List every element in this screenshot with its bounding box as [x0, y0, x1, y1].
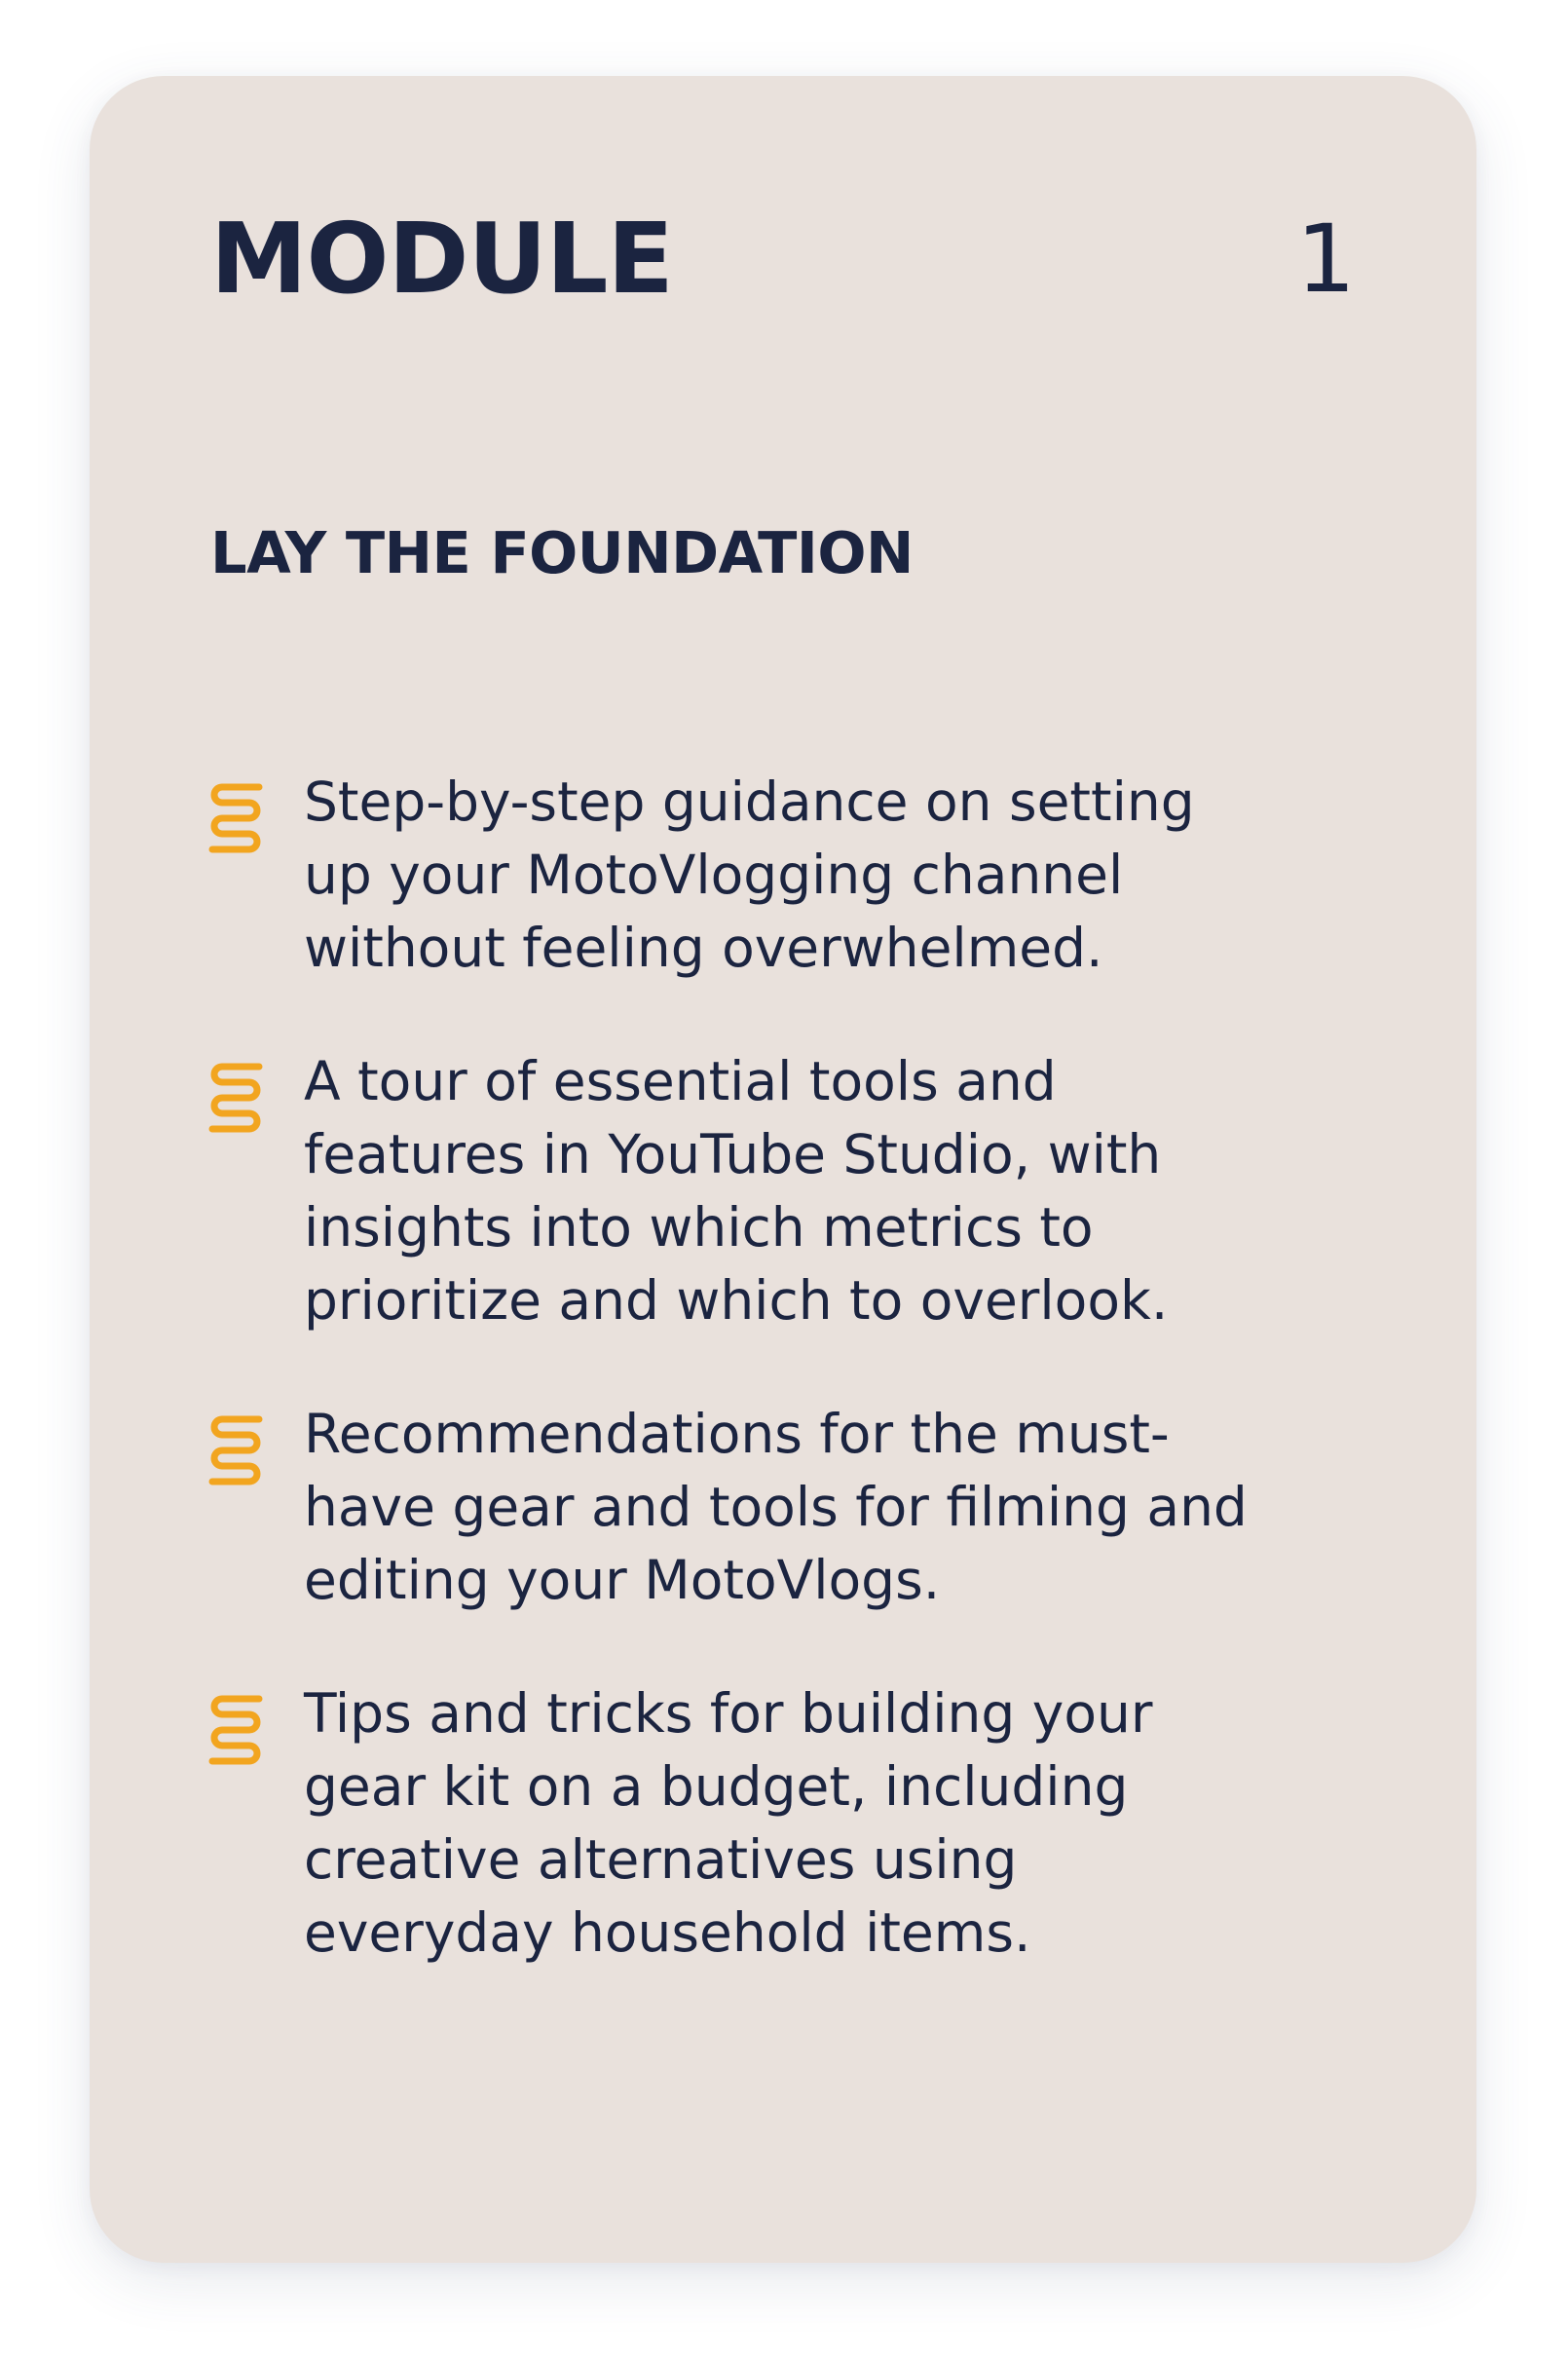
- feature-list: [206, 766, 1414, 2030]
- module-title: LAY THE FOUNDATION: [210, 519, 914, 586]
- scroll-icon: [206, 1061, 265, 1135]
- scroll-icon: [206, 1413, 265, 1487]
- module-number: 1: [1295, 205, 1356, 314]
- list-item: [206, 766, 1414, 985]
- list-item: [206, 1677, 1414, 1970]
- list-item: [206, 1045, 1414, 1337]
- scroll-icon: [206, 781, 265, 855]
- module-label: MODULE: [210, 202, 673, 316]
- list-item-text: Recommendations for the must- have gear and tools for filming and editing your MotoVlogs.: [304, 1403, 1248, 1611]
- module-header: [210, 201, 1356, 318]
- list-item-text: Step-by-step guidance on setting up your MotoVlogging channel without feeling overwhelmed.: [304, 771, 1195, 979]
- list-item: [206, 1398, 1414, 1617]
- scroll-icon: [206, 1693, 265, 1767]
- list-item-text: Tips and tricks for building your gear kit on a budget, including creative alternatives using everyday household items.: [304, 1682, 1153, 1964]
- module-card: [90, 76, 1476, 2263]
- list-item-text: A tour of essential tools and features in YouTube Studio, with insights into which metrics to prioritize and which to overlook.: [304, 1050, 1169, 1332]
